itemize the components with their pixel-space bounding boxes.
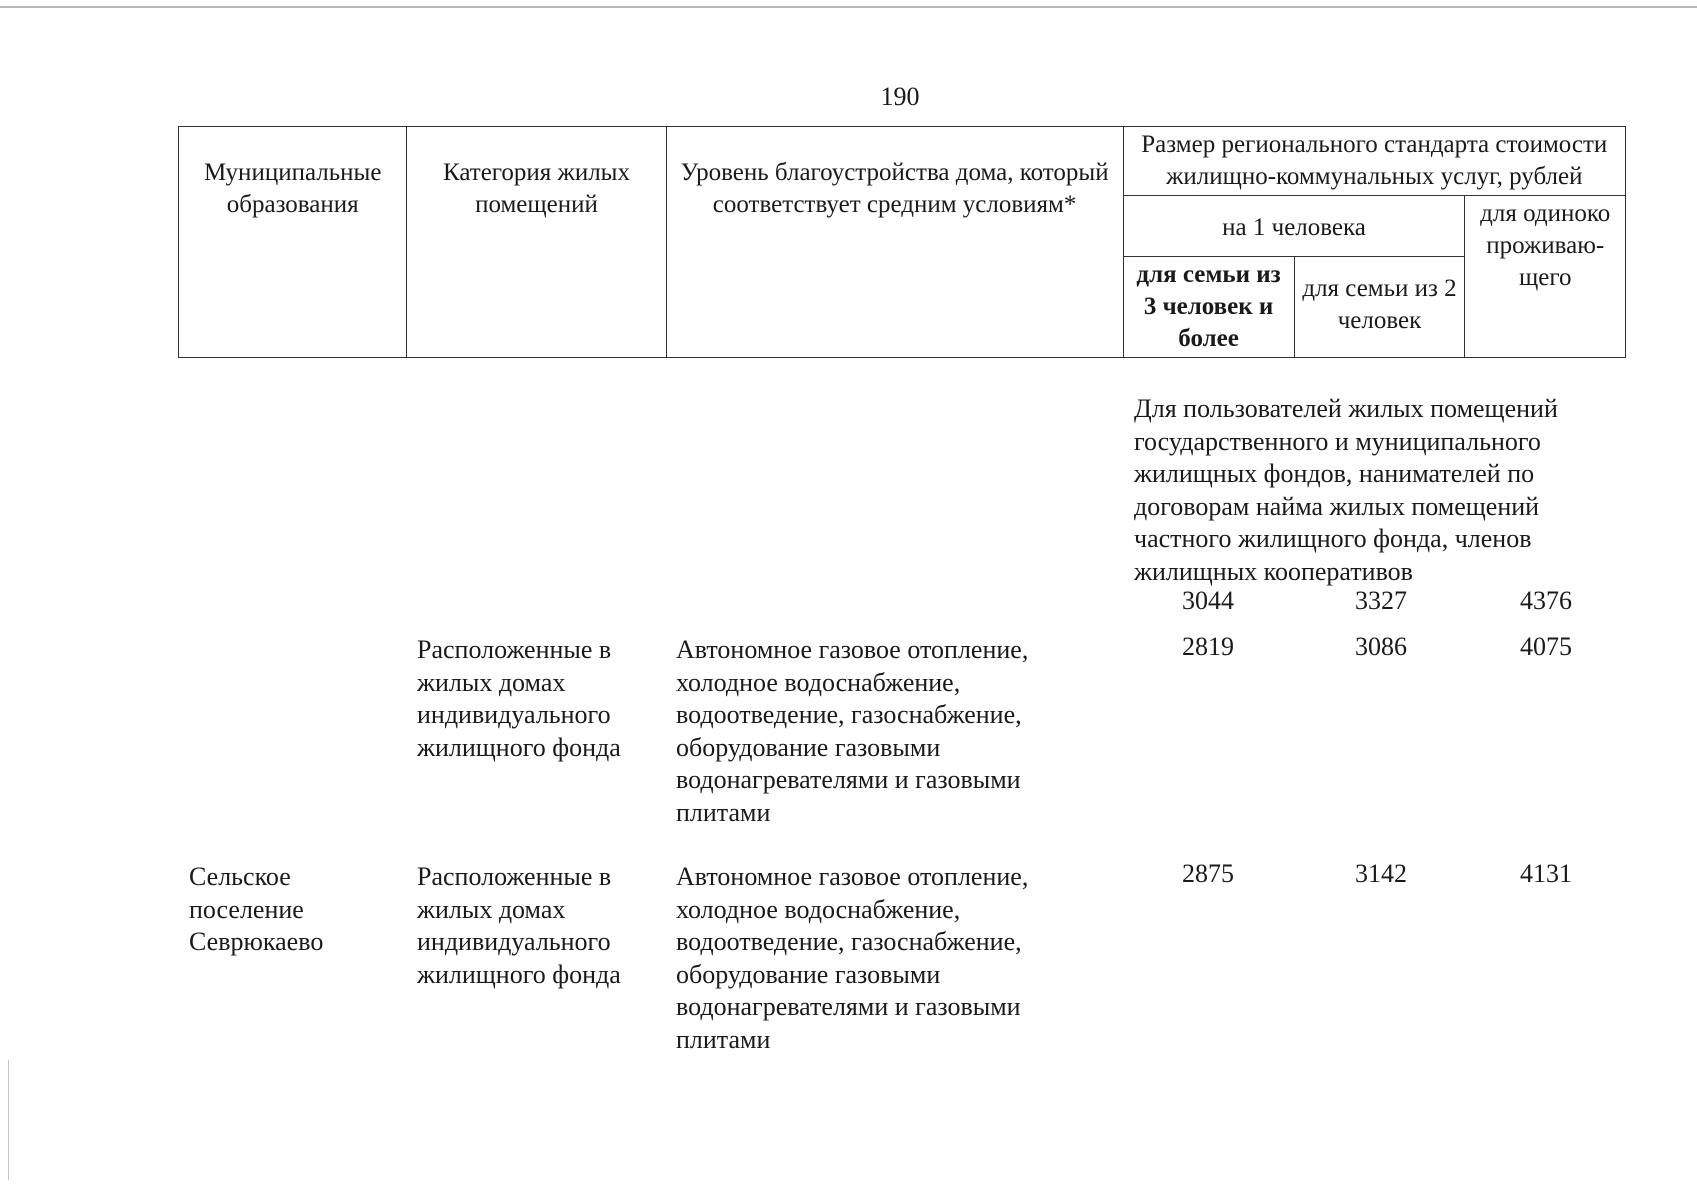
row3-family2: 3142 xyxy=(1355,859,1407,888)
header-single: для одиноко проживаю-щего xyxy=(1465,196,1626,358)
header-family3: для семьи из 3 человек и более xyxy=(1123,257,1294,358)
row3-category: Расположенные в жилых домах индивидуального жилищного фонда xyxy=(417,862,621,989)
row3-level: Автономное газовое отопление, холодное водоснабжение, водоотведение, газоснабжение, оборудование газовыми водонагревателями и газовыми плитами xyxy=(676,862,1029,1054)
row1-single: 4376 xyxy=(1520,586,1572,615)
row3-municipality: Сельское поселение Севрюкаево xyxy=(189,862,324,956)
row3-family3: 2875 xyxy=(1182,859,1234,888)
row2-level: Автономное газовое отопление, холодное водоснабжение, водоотведение, газоснабжение, оборудование газовыми водонагревателями и газовыми плитами xyxy=(676,635,1029,827)
header-level: Уровень благоустройства дома, который соответствует средним условиям* xyxy=(666,127,1123,358)
header-family2: для семьи из 2 человек xyxy=(1294,257,1465,358)
page-number: 190 xyxy=(880,82,920,111)
row1-family2: 3327 xyxy=(1355,586,1407,615)
scan-edge-top xyxy=(0,6,1697,8)
row3-single: 4131 xyxy=(1520,859,1572,888)
row2-family2: 3086 xyxy=(1355,632,1407,661)
section-note: Для пользователей жилых помещений государственного и муниципального жилищных фондов, нанимателей по договорам найма жилых помещений частного жилищного фонда, членов жилищных кооперативов xyxy=(1134,394,1558,586)
row2-family3: 2819 xyxy=(1182,632,1234,661)
header-per-person: на 1 человека xyxy=(1123,196,1465,257)
header-municipalities: Муниципальные образования xyxy=(179,127,407,358)
scan-edge-left xyxy=(8,1060,9,1180)
row2-single: 4075 xyxy=(1520,632,1572,661)
table-header xyxy=(178,126,1626,358)
row2-category: Расположенные в жилых домах индивидуального жилищного фонда xyxy=(417,635,621,762)
header-category: Категория жилых помещений xyxy=(407,127,666,358)
row1-family3: 3044 xyxy=(1182,586,1234,615)
header-standard: Размер регионального стандарта стоимости жилищно-коммунальных услуг, рублей xyxy=(1123,127,1625,196)
